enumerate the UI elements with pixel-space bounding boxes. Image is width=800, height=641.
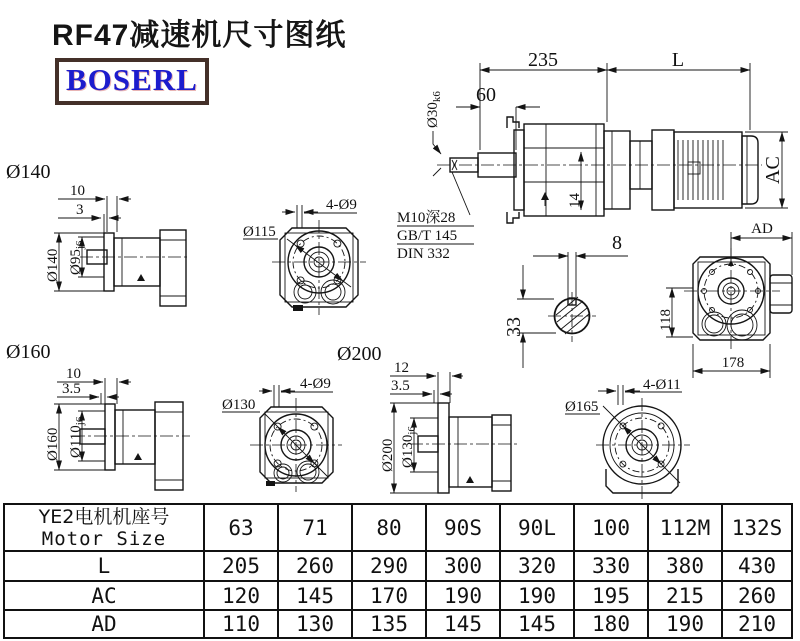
table-cell: 320	[500, 551, 574, 581]
table-cell: 180	[574, 610, 648, 638]
dim-label: 4-Ø11	[643, 377, 681, 393]
table-cell: 132S	[722, 504, 792, 551]
dim-label: AC	[762, 156, 784, 184]
dim-label: 178	[721, 355, 745, 371]
table-cell: 80	[352, 504, 426, 551]
dim-label: 4-Ø9	[300, 376, 331, 392]
motor-size-label-en: Motor Size	[41, 527, 167, 550]
table-cell: 110	[204, 610, 278, 638]
dim-label: L	[671, 49, 685, 71]
dim-label: 235	[528, 49, 558, 71]
dim-label: Ø165	[565, 399, 599, 415]
table-header-label	[4, 504, 204, 551]
flange160-side-view	[6, 341, 190, 490]
front165-view	[565, 377, 690, 500]
dim-label: 3.5	[391, 378, 410, 394]
dim-label: Ø140	[45, 248, 61, 282]
dim-label: $Ø95_{j6}$	[68, 240, 86, 275]
table-cell: 210	[722, 610, 792, 638]
table-cell: 170	[352, 581, 426, 610]
table-cell: 130	[278, 610, 352, 638]
dim-label: Ø130	[222, 397, 256, 413]
dim-label: $Ø110_{j6}$	[68, 416, 86, 458]
row-label: L	[4, 551, 204, 581]
dim-label: 3.5	[62, 381, 81, 397]
table-cell: 145	[500, 610, 574, 638]
motor-size-table	[3, 503, 793, 639]
dim-label: $Ø30_{k6}$	[425, 91, 443, 128]
table-cell: 190	[648, 610, 722, 638]
motor-size-label-cn: YE2电机机座号	[38, 505, 170, 528]
table-cell: 380	[648, 551, 722, 581]
dim-label: AD	[751, 221, 773, 237]
table-cell: 330	[574, 551, 648, 581]
dim-label: 4-Ø9	[326, 197, 357, 213]
table-cell: 195	[574, 581, 648, 610]
table-cell: 145	[426, 610, 500, 638]
table-row-AD	[4, 610, 792, 638]
dim-label: $Ø130_{j6}$	[400, 426, 418, 468]
flange140-side-view	[6, 161, 190, 306]
table-cell: 260	[278, 551, 352, 581]
table-cell: 120	[204, 581, 278, 610]
table-cell: 190	[500, 581, 574, 610]
flange200-side-view	[337, 343, 520, 493]
keyway-section-view	[503, 232, 628, 368]
view-label: Ø140	[6, 161, 51, 183]
table-cell: 63	[204, 504, 278, 551]
main-side-view	[397, 49, 792, 275]
table-row-AC	[4, 581, 792, 610]
dim-label: 3	[76, 202, 84, 218]
dim-label: 12	[394, 360, 409, 376]
dim-label: 10	[66, 366, 81, 382]
dim-label: Ø200	[380, 438, 396, 472]
table-cell: 90L	[500, 504, 574, 551]
table-cell: 135	[352, 610, 426, 638]
view-label: Ø200	[337, 343, 382, 365]
table-cell: 215	[648, 581, 722, 610]
view-label: Ø160	[6, 341, 51, 363]
dim-label: 33	[503, 317, 525, 337]
table-cell: 300	[426, 551, 500, 581]
output-front-view	[658, 248, 792, 378]
table-cell: 112M	[648, 504, 722, 551]
table-cell: 190	[426, 581, 500, 610]
table-cell: 205	[204, 551, 278, 581]
table-cell: 430	[722, 551, 792, 581]
note-standard: GB/T 145	[397, 228, 458, 244]
table-cell: 145	[278, 581, 352, 610]
table-header-row	[4, 504, 792, 551]
dim-label: Ø160	[45, 427, 61, 461]
table-cell: 290	[352, 551, 426, 581]
table-cell: 260	[722, 581, 792, 610]
front130-view	[222, 376, 342, 492]
dim-label: Ø115	[243, 224, 276, 240]
row-label: AD	[4, 610, 204, 638]
front115-view	[243, 197, 366, 315]
table-cell: 100	[574, 504, 648, 551]
table-row-L	[4, 551, 792, 581]
row-label: AC	[4, 581, 204, 610]
dim-label: 8	[612, 232, 622, 254]
dim-label: 118	[658, 309, 674, 331]
note-din: DIN 332	[397, 246, 450, 262]
brand-logo: BOSERL	[55, 58, 209, 105]
page-title: RF47减速机尺寸图纸	[52, 19, 347, 52]
dim-label: 60	[476, 84, 496, 106]
table-cell: 90S	[426, 504, 500, 551]
dim-label: 14	[567, 193, 583, 208]
dim-label: 10	[70, 183, 85, 199]
note-thread: M10深28	[397, 210, 456, 226]
table-cell: 71	[278, 504, 352, 551]
